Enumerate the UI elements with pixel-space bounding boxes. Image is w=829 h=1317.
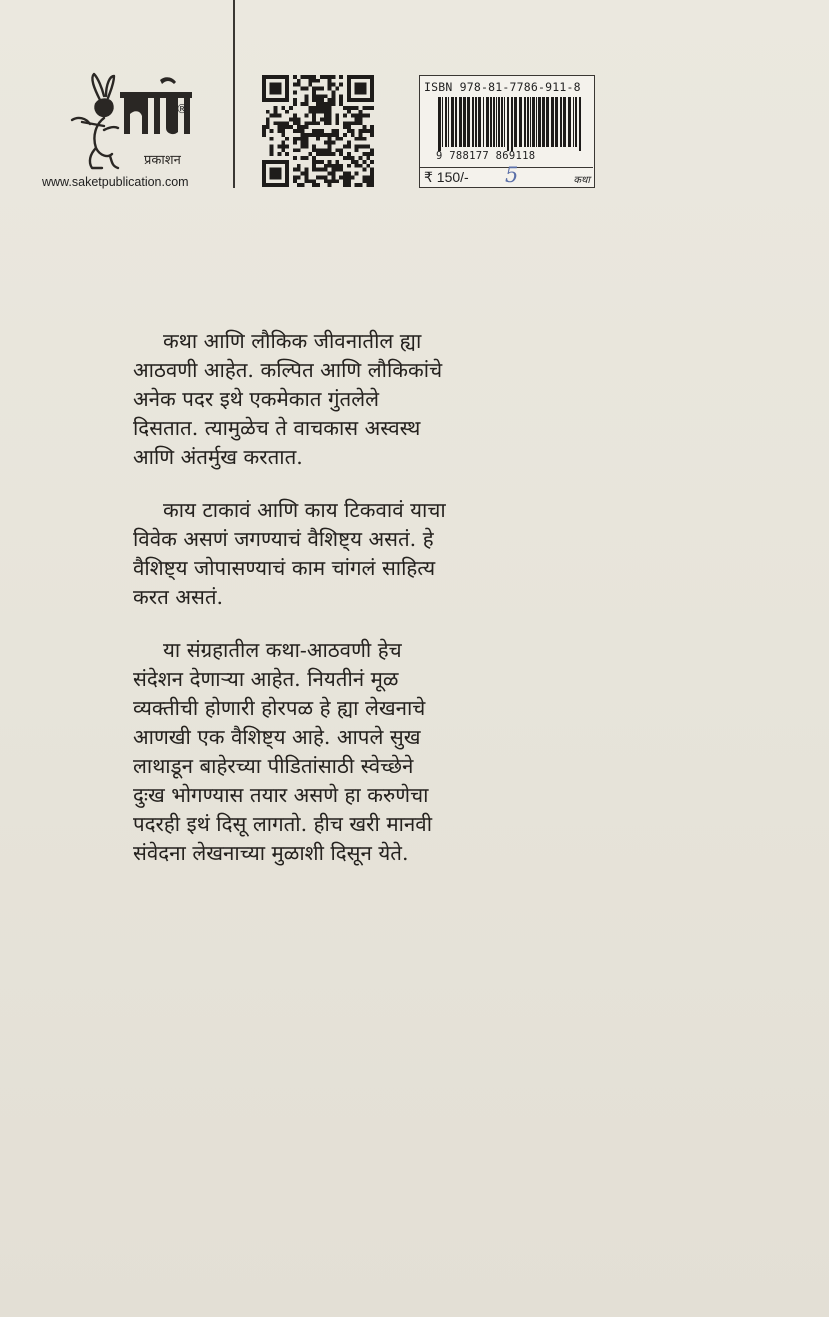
blurb-line: आणखी एक वैशिष्ट्य आहे. आपले सुख [133, 725, 421, 749]
blurb-line: विवेक असणं जगण्याचं वैशिष्ट्य असतं. हे [133, 527, 434, 551]
blurb-line: अनेक पदर इथे एकमेकात गुंतलेले [133, 387, 380, 411]
blurb-paragraph [133, 327, 493, 472]
blurb-line: कथा आणि लौकिक जीवनातील ह्या [163, 329, 422, 353]
blurb-line: काय टाकावं आणि काय टिकवावं याचा [163, 498, 446, 522]
blurb-line: लाथाडून बाहेरच्या पीडितांसाठी स्वेच्छेने [133, 754, 414, 778]
blurb-line: दुःख भोगण्यास तयार असणे हा करुणेचा [133, 783, 429, 807]
isbn-label: ISBN 978-81-7786-911-8 [424, 80, 581, 94]
blurb-line: करत असतं. [133, 585, 224, 609]
blurb-text [133, 327, 493, 892]
rabbit-logo-icon [60, 70, 200, 180]
blurb-line: पदरही इथं दिसू लागतो. हीच खरी मानवी [133, 812, 433, 836]
blurb-line: संदेशन देणाऱ्या आहेत. नियतीनं मूळ [133, 667, 399, 691]
price-row [420, 163, 593, 187]
blurb-line: संवेदना लेखनाच्या मुळाशी दिसून येते. [133, 841, 409, 865]
publisher-website[interactable]: www.saketpublication.com [42, 175, 189, 189]
handwritten-mark: 5 [505, 163, 519, 187]
blurb-paragraph [133, 496, 493, 612]
isbn-price-box [419, 75, 595, 188]
blurb-line: आठवणी आहेत. कल्पित आणि लौकिकांचे [133, 358, 443, 382]
registered-mark: ® [176, 102, 188, 116]
header-divider [233, 0, 235, 188]
barcode-icon [436, 97, 582, 151]
blurb-line: व्यक्तीची होणारी होरपळ हे ह्या लेखनाचे [133, 696, 426, 720]
genre-label: कथा [573, 175, 590, 186]
barcode-digits: 9 788177 869118 [436, 150, 536, 162]
blurb-paragraph [133, 636, 493, 868]
blurb-line: आणि अंतर्मुख करतात. [133, 445, 303, 469]
blurb-line: या संग्रहातील कथा-आठवणी हेच [163, 638, 402, 662]
price-label: ₹ 150/- [424, 169, 469, 185]
blurb-line: वैशिष्ट्य जोपासण्याचं काम चांगलं साहित्य [133, 556, 436, 580]
logo-subtext: प्रकाशन [144, 153, 181, 168]
qr-code-icon[interactable] [262, 75, 374, 187]
blurb-line: दिसतात. त्यामुळेच ते वाचकास अस्वस्थ [133, 416, 421, 440]
